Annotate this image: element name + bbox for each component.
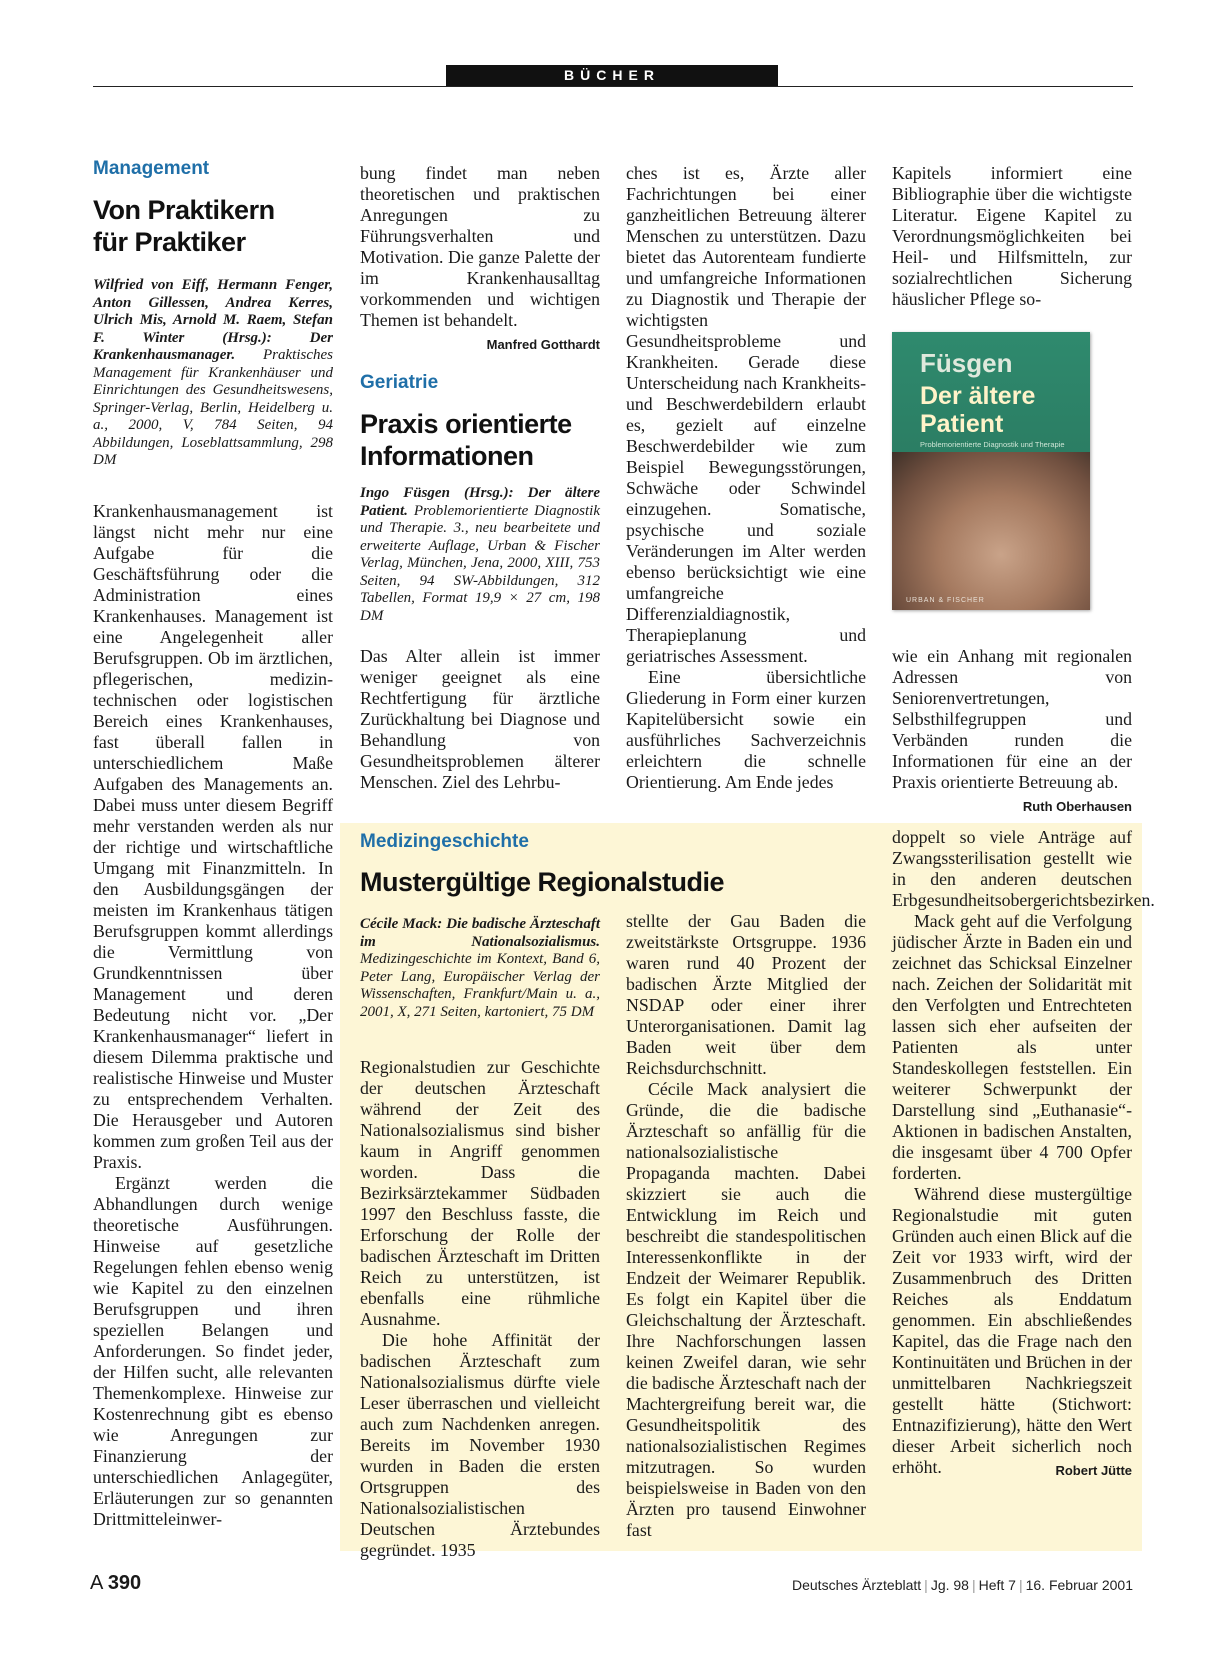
article2-bibliography <box>360 485 600 625</box>
article1-body-col1 <box>93 501 333 1546</box>
article2-paragraph: ches ist es, Ärzte aller Fachrichtungen bei einer ganzheitlichen Betreuung älterer Menschen zu unterstützen. Dazu bietet das Autorenteam fundierte und umfangreiche Informationen zu Diagnostik und Therapie der wichtigsten Gesundheitsprobleme und Krankheiten. Gerade diese Unterscheidung nach Krankheits- und Beschwerdebildern erlaubt es, gezielt auf einzelne Beschwerdebilder wie zum Beispiel Bewegungsstörungen, Schwäche oder Schwindel einzugehen. Somatische, psychische und soziale Veränderungen im Alter werden ebenso berücksichtigt wie eine umfangreiche Differenzialdiagnostik, Therapieplanung und geriatrisches Assessment. <box>626 163 866 666</box>
page-prefix: A <box>90 1572 103 1594</box>
article3-paragraph: stellte der Gau Baden die zweitstärkste Ortsgruppe. 1936 waren rund 40 Prozent der badischen Ärzte Mitglied der NSDAP oder einer ihrer Unterorganisationen. Damit lag Baden weit über dem Reichsdurchschnitt. <box>626 911 866 1078</box>
article2-kicker: Geriatrie <box>360 372 439 393</box>
article1-continuation: bung findet man neben theoretischen und praktischen Anregungen zu Führungsverhalten und Motivation. Die ganze Palette der im Krankenhausalltag vorkommenden und wichtigen Themen ist behandelt. <box>360 163 600 330</box>
journal-issue: Heft 7 <box>978 1577 1016 1593</box>
article1-bibliography <box>93 277 333 470</box>
article3-body-col2 <box>360 1057 600 1560</box>
journal-info: Deutsches Ärzteblatt | Jg. 98 | Heft 7 | 16. Februar 2001 <box>792 1577 1133 1593</box>
article3-bibliography <box>360 916 600 1021</box>
section-header: BÜCHER <box>446 65 778 86</box>
article1-biblio-authors: Wilfried von Eiff, Hermann Fenger, Anton Gillessen, Andrea Kerres, Ulrich Mis, Arnold M. Raem, Stefan F. Winter (Hrsg.): Der Krankenhausmanager. <box>93 277 333 363</box>
page-number <box>90 1572 141 1595</box>
journal-volume: Jg. 98 <box>930 1577 969 1593</box>
article1-headline <box>93 194 333 258</box>
article3-body-col3 <box>626 911 866 1547</box>
cover-portrait <box>892 452 1090 610</box>
article1-body-col2 <box>360 163 600 352</box>
article1-headline-line2: für Praktiker <box>93 227 246 257</box>
article3-paragraph: Mack geht auf die Verfolgung jüdischer Ärzte in Baden ein und zeichnet das Schicksal Einzelner nach. Zeichen der Solidarität mit den Verfolgten und Entrechteten lassen sich eher aufseiten der Patienten als unter Standeskollegen feststellen. Ein weiterer Schwerpunkt der Darstellung sind „Euthanasie“-Aktionen in badischen Anstalten, die insgesamt über 4 700 Opfer forderten. <box>892 911 1132 1183</box>
article2-body-col3 <box>626 163 866 796</box>
article3-biblio-authors: Cécile Mack: Die badische Ärzteschaft im Nationalsozialismus. <box>360 916 600 950</box>
article3-paragraph: Regionalstudien zur Geschichte der deutschen Ärzteschaft während der Zeit des Nationalsozialismus sind bisher kaum in Angriff genommen worden. Dass die Bezirksärztekammer Südbaden 1997 den Beschluss fasste, die Erforschung der Rolle der badischen Ärzteschaft im Dritten Reich zu unterstützen, ist ebenfalls eine rühmliche Ausnahme. <box>360 1057 600 1329</box>
cover-publisher: URBAN & FISCHER <box>906 597 985 604</box>
article1-biblio-details: Praktisches Management für Krankenhäuser und Einrichtungen des Gesundheitswesens, Springer-Verlag, Berlin, Heidelberg u. a., 2000, V, 784 Seiten, 94 Abbildungen, Loseblattsammlung, 298 DM <box>93 347 333 468</box>
article2-reviewer: Ruth Oberhausen <box>1022 799 1132 814</box>
article2-body-col4-top <box>892 163 1132 313</box>
article1-paragraph: Krankenhausmanagement ist längst nicht mehr nur eine Aufgabe für die Geschäftsführung oder die Administration eines Krankenhauses. Management ist eine Angelegenheit aller Berufsgruppen. Ob im ärztlichen, pflegerischen, medizin-technischen oder logistischen Bereich eines Krankenhauses, fast überall fallen in unterschiedlichem Maße Aufgaben des Managements an. Dabei muss unter diesem Begriff mehr verstanden werden als nur der richtige und wirtschaftliche Umgang mit Finanzmitteln. In den Ausbildungsgängen der meisten im Krankenhaus tätigen Berufsgruppen kommt allerdings die Vermittlung von Grundkenntnissen über Management und deren Bedeutung nicht vor. „Der Krankenhausmanager“ liefert in diesem Dilemma praktische und realistische Hinweise und Muster zu entsprechendem Verhalten. Die Herausgeber und Autoren kommen zum großen Teil aus der Praxis. <box>93 501 333 1172</box>
article3-kicker: Medizingeschichte <box>360 831 529 852</box>
article1-paragraph: Ergänzt werden die Abhandlungen durch wenige theoretische Ausführungen. Hinweise auf gesetzliche Regelungen fehlen ebenso wenig wie Kapitel zu den einzelnen Berufsgruppen und ihren speziellen Belangen und Anforderungen. So findet jeder, der Hilfen sucht, alle relevanten Themenkomplexe. Hinweise zur Kostenrechnung gibt es ebenso wie Anregungen zur Finanzierung der unterschiedlichen Anlagegüter, Erläuterungen zur so genannten Drittmitteleinwer- <box>93 1173 333 1529</box>
article2-body-col2 <box>360 646 600 796</box>
article2-headline-line2: Informationen <box>360 441 534 471</box>
cover-subtitle: Problemorientierte Diagnostik und Therapie <box>920 440 1065 449</box>
article3-closing: Während diese mustergültige Regionalstudie mit guten Gründen auch einen Blick auf die Zeit vor 1933 wirft, wird der Zusammenbruch des Dritten Reiches als Enddatum genommen. Ein abschließendes Kapitel, das die Frage nach den Kontinuitäten und Brüchen in der unmittelbaren Nachkriegszeit gestellt hätte (Stichwort: Entnazifizierung), hätte den Wert dieser Arbeit sicherlich noch erhöht. <box>892 1184 1132 1477</box>
article1-reviewer: Manfred Gotthardt <box>486 337 600 352</box>
journal-name: Deutsches Ärzteblatt <box>792 1577 922 1593</box>
article2-body-col4-bottom <box>892 646 1132 814</box>
article3-headline: Mustergültige Regionalstudie <box>360 867 725 897</box>
article3-body-col4 <box>892 827 1155 1547</box>
journal-date: 16. Februar 2001 <box>1025 1577 1133 1593</box>
article3-biblio-details: Medizingeschichte im Kontext, Band 6, Peter Lang, Europäischer Verlag der Wissenschaften, Frankfurt/Main u. a., 2001, X, 271 Seiten, kartoniert, 75 DM <box>360 951 600 1020</box>
article1-kicker: Management <box>93 158 210 179</box>
article1-headline-line1: Von Praktikern <box>93 195 275 225</box>
article2-biblio-authors: Ingo Füsgen (Hrsg.): Der ältere Patient. <box>360 485 600 519</box>
article1-paragraph <box>360 163 600 352</box>
article2-biblio-details: Problemorientierte Diagnostik und Therapie. 3., neu bearbeitete und erweiterte Auflage, Urban & Fischer Verlag, München, Jena, 2000, XIII, 753 Seiten, 94 SW-Abbildungen, 312 Tabellen, Format 19,9 × 27 cm, 198 DM <box>360 502 601 624</box>
article2-paragraph: Das Alter allein ist immer weniger geeignet als eine Rechtfertigung für ärztliche Zurückhaltung bei Diagnose und Behandlung von Gesundheitsproblemen älterer Menschen. Ziel des Lehrbu- <box>360 646 600 792</box>
article2-headline <box>360 408 605 472</box>
article2-paragraph: Kapitels informiert eine Bibliographie über die wichtigste Literatur. Eigene Kapitel zu Verordnungsmöglichkeiten bei Heil- und Hilfsmitteln, zur sozialrechtlichen Sicherung häuslicher Pflege so- <box>892 163 1132 309</box>
book-cover-image <box>892 332 1090 610</box>
article3-paragraph: Cécile Mack analysiert die Gründe, die die badische Ärzteschaft so anfällig für die nationalsozialistische Propaganda machten. Dabei skizziert sie auch die Entwicklung im Reich und beschreibt die standespolitischen Interessenkonflikte in der Endzeit der Weimarer Republik. Es folgt ein Kapitel über die Gleichschaltung der Ärzteschaft. Ihre Nachforschungen lassen keinen Zweifel daran, wie sehr die badische Ärzteschaft nach der Machtergreifung bereit war, die Gesundheitspolitik des nationalsozialistischen Regimes mitzutragen. So wurden beispielsweise in Baden von den Ärzten pro tausend Einwohner fast <box>626 1079 866 1540</box>
cover-title: Der ältere Patient <box>920 382 1036 438</box>
header-rule <box>93 86 1133 87</box>
article2-headline-line1: Praxis orientierte <box>360 409 572 439</box>
cover-author: Füsgen <box>920 348 1013 378</box>
article2-closing: wie ein Anhang mit regionalen Adressen von Seniorenvertretungen, Selbsthilfegruppen und Verbänden runden die Informationen für eine an der Praxis orientierte Betreuung ab. <box>892 646 1132 792</box>
article3-paragraph <box>892 1184 1132 1478</box>
article2-paragraph: Eine übersichtliche Gliederung in Form einer kurzen Kapitelübersicht sowie ein ausführliches Sachverzeichnis erleichtern die schnelle Orientierung. Am Ende jedes <box>626 667 866 792</box>
article2-paragraph <box>892 646 1132 814</box>
article3-paragraph: doppelt so viele Anträge auf Zwangssterilisation gestellt wie in den anderen deutschen Erbgesundheitsobergerichtsbezirken. <box>892 827 1155 910</box>
page-number-value: 390 <box>107 1572 142 1594</box>
article3-paragraph: Die hohe Affinität der badischen Ärzteschaft zum Nationalsozialismus dürfte viele Leser überraschen und vielleicht auch zum Nachdenken anregen. Bereits im November 1930 wurden in Baden die ersten Ortsgruppen des Nationalsozialistischen Deutschen Ärztebundes gegründet. 1935 <box>360 1330 600 1560</box>
article3-reviewer: Robert Jütte <box>1055 1463 1132 1478</box>
